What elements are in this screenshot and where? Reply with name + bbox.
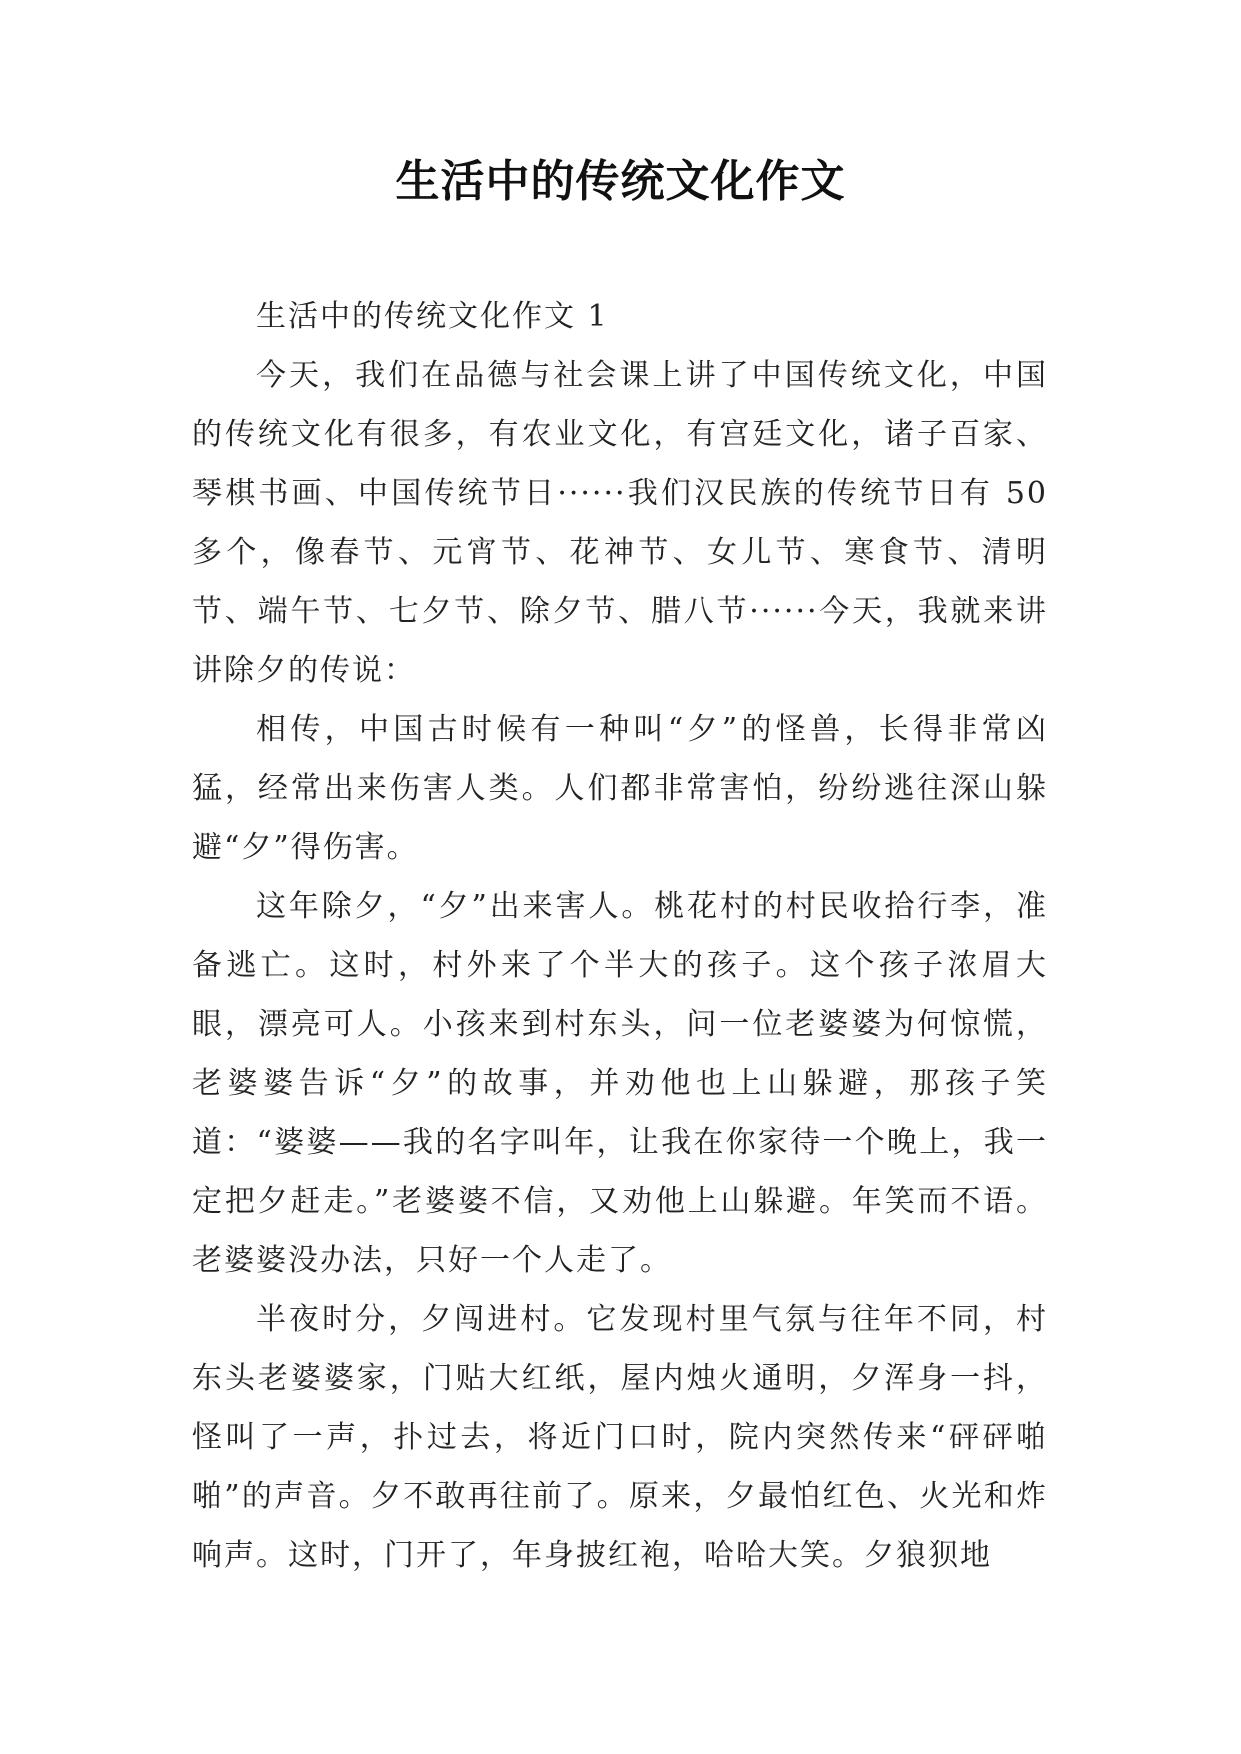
paragraph: 相传，中国古时候有一种叫“夕”的怪兽，长得非常凶猛，经常出来伤害人类。人们都非常害怕，纷纷逃往深山躲避“夕”得伤害。 — [192, 712, 1048, 865]
document-body — [192, 287, 1048, 1585]
paragraph: 这年除夕，“夕”出来害人。桃花村的村民收拾行李，准备逃亡。这时，村外来了个半大的孩子。这个孩子浓眉大眼，漂亮可人。小孩来到村东头，问一位老婆婆为何惊慌，老婆婆告诉“夕”的故事，并劝他也上山躲避，那孩子笑道：“婆婆——我的名字叫年，让我在你家待一个晚上，我一定把夕赶走。”老婆婆不信，又劝他上山躲避。年笑而不语。老婆婆没办法，只好一个人走了。 — [192, 889, 1048, 1278]
document-title: 生活中的传统文化作文 — [395, 156, 846, 207]
paragraph: 今天，我们在品德与社会课上讲了中国传统文化，中国的传统文化有很多，有农业文化，有宫廷文化，诸子百家、琴棋书画、中国传统节日······我们汉民族的传统节日有 50 多个，像春节、元宵节、花神节、女儿节、寒食节、清明节、端午节、七夕节、除夕节、腊八节······今天，我就来讲讲除夕的传说： — [192, 358, 1048, 688]
paragraph: 半夜时分，夕闯进村。它发现村里气氛与往年不同，村东头老婆婆家，门贴大红纸，屋内烛火通明，夕浑身一抖，怪叫了一声，扑过去，将近门口时，院内突然传来“砰砰啪啪”的声音。夕不敢再往前了。原来，夕最怕红色、火光和炸响声。这时，门开了，年身披红袍，哈哈大笑。夕狼狈地 — [192, 1302, 1048, 1573]
paragraph-heading: 生活中的传统文化作文 1 — [256, 299, 609, 334]
